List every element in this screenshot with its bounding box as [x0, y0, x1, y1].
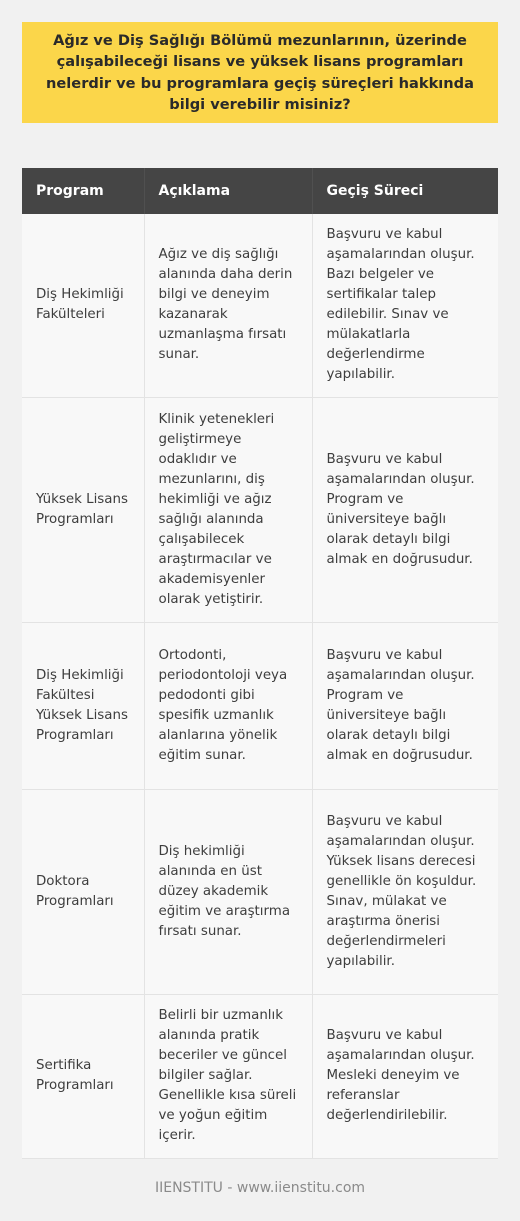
table-row: [22, 994, 498, 1158]
footer-credit: IIENSTITU - www.iienstitu.com: [154, 1180, 366, 1196]
header-process: Geçiş Süreci: [312, 168, 498, 214]
header-description: Açıklama: [144, 168, 312, 214]
cell-description: Diş hekimliği alanında en üst düzey akademik eğitim ve araştırma fırsatı sunar.: [144, 789, 312, 994]
cell-program: Sertifika Programları: [22, 994, 144, 1158]
cell-process: Başvuru ve kabul aşamalarından oluşur. Mesleki deneyim ve referanslar değerlendirilebilir.: [312, 994, 498, 1158]
cell-description: Ağız ve diş sağlığı alanında daha derin bilgi ve deneyim kazanarak uzmanlaşma fırsatı sunar.: [144, 214, 312, 397]
table-row: [22, 214, 498, 397]
header-program: Program: [22, 168, 144, 214]
cell-description: Ortodonti, periodontoloji veya pedodonti gibi spesifik uzmanlık alanlarına yönelik eğitim sunar.: [144, 622, 312, 789]
cell-process: Başvuru ve kabul aşamalarından oluşur. Program ve üniversiteye bağlı olarak detaylı bilgi almak en doğrusudur.: [312, 397, 498, 622]
cell-process: Başvuru ve kabul aşamalarından oluşur. Program ve üniversiteye bağlı olarak detaylı bilgi almak en doğrusudur.: [312, 622, 498, 789]
question-banner: [22, 22, 498, 123]
programs-table: [22, 168, 498, 1159]
cell-description: Klinik yetenekleri geliştirmeye odaklıdır ve mezunlarını, diş hekimliği ve ağız sağlığı alanında çalışabilecek araştırmacılar ve akademisyenler olarak yetiştirir.: [144, 397, 312, 622]
question-text: Ağız ve Diş Sağlığı Bölümü mezunlarının, üzerinde çalışabileceği lisans ve yüksek lisans programları nelerdir ve bu programlara geçiş süreçleri hakkında bilgi verebilir misiniz?: [46, 31, 474, 113]
table-row: [22, 789, 498, 994]
cell-description: Belirli bir uzmanlık alanında pratik beceriler ve güncel bilgiler sağlar. Genellikle kısa süreli ve yoğun eğitim içerir.: [144, 994, 312, 1158]
cell-program: Diş Hekimliği Fakülteleri: [22, 214, 144, 397]
cell-program: Yüksek Lisans Programları: [22, 397, 144, 622]
table-row: [22, 397, 498, 622]
cell-program: Diş Hekimliği Fakültesi Yüksek Lisans Programları: [22, 622, 144, 789]
table-header-row: [22, 168, 498, 214]
cell-process: Başvuru ve kabul aşamalarından oluşur. Yüksek lisans derecesi genellikle ön koşuldur. Sınav, mülakat ve araştırma önerisi değerlendirmeleri yapılabilir.: [312, 789, 498, 994]
table-row: [22, 622, 498, 789]
cell-program: Doktora Programları: [22, 789, 144, 994]
cell-process: Başvuru ve kabul aşamalarından oluşur. Bazı belgeler ve sertifikalar talep edilebilir. Sınav ve mülakatlarla değerlendirme yapılabilir.: [312, 214, 498, 397]
